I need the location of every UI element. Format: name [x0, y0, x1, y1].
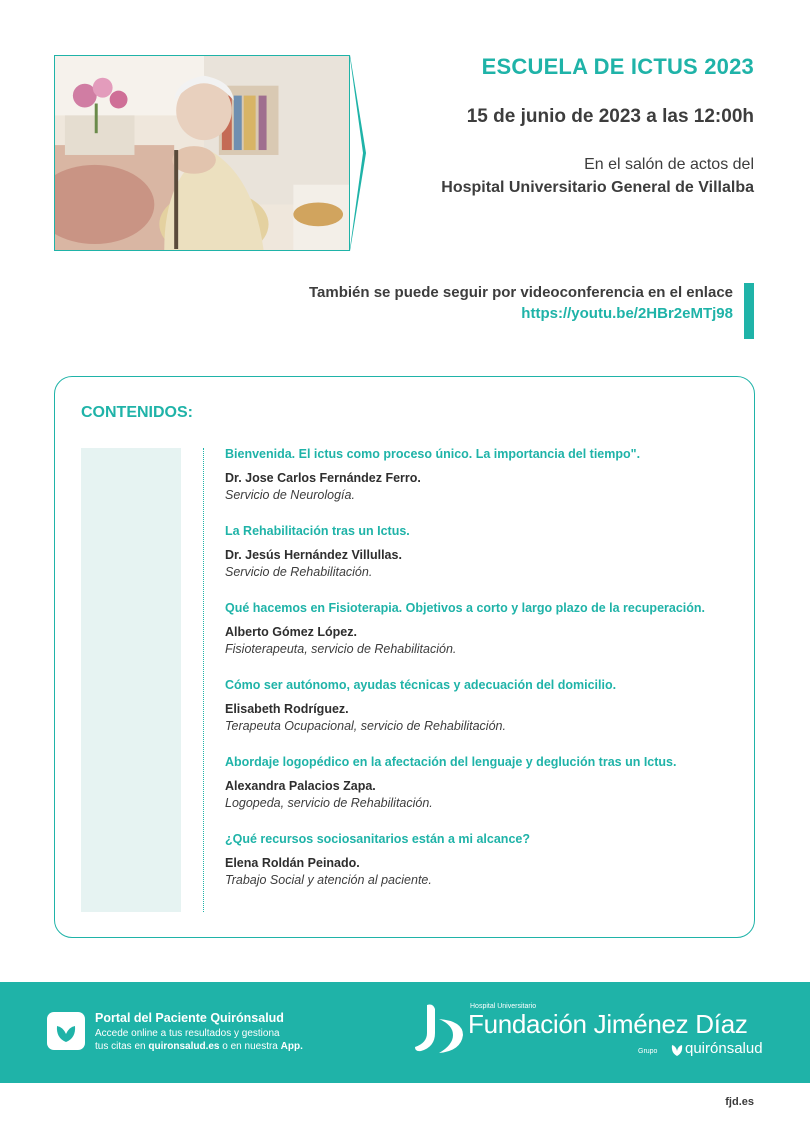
fjd-logo-icon	[413, 1003, 465, 1055]
quironsalud-logo-icon	[670, 1041, 684, 1057]
item-title: Qué hacemos en Fisioterapia. Objetivos a corto y largo plazo de la recuperación.	[225, 601, 706, 615]
list-item	[225, 600, 745, 658]
page-title: ESCUELA DE ICTUS 2023	[481, 54, 754, 79]
portal-desc-line1: Accede online a tus resultados y gestiona	[95, 1028, 280, 1039]
dotted-divider	[203, 448, 204, 912]
fjd-name-2: Jiménez Díaz	[593, 1009, 748, 1039]
item-role: Terapeuta Ocupacional, servicio de Rehabilitación.	[225, 719, 506, 733]
portal-desc-line3: o en nuestra	[219, 1041, 281, 1052]
side-panel	[81, 448, 181, 912]
contents-list	[225, 446, 745, 908]
list-item	[225, 831, 745, 889]
item-speaker: Dr. Jesús Hernández Villullas.	[225, 548, 402, 562]
event-date: 15 de junio de 2023 a las 12:00h	[466, 106, 754, 127]
list-item	[225, 446, 745, 504]
grupo-label: Grupo	[638, 1048, 658, 1055]
quironsalud-brand: quirónsalud	[685, 1040, 763, 1057]
item-title: La Rehabilitación tras un Ictus.	[225, 524, 410, 538]
accent-bar	[744, 283, 754, 339]
list-item	[225, 754, 745, 812]
item-role: Logopeda, servicio de Rehabilitación.	[225, 796, 433, 810]
youtube-link[interactable]: https://youtu.be/2HBr2eMTj98	[521, 305, 733, 322]
item-speaker: Elena Roldán Peinado.	[225, 856, 360, 870]
item-title: ¿Qué recursos sociosanitarios están a mi alcance?	[225, 832, 530, 846]
venue-line-1: En el salón de actos del	[584, 156, 754, 173]
video-conference-text: También se puede seguir por videoconferencia en el enlace	[308, 284, 733, 301]
item-title: Bienvenida. El ictus como proceso único. La importancia del tiempo".	[225, 447, 641, 461]
fjd-subtitle: Hospital Universitario	[470, 1003, 537, 1010]
portal-leaf-icon[interactable]	[47, 1012, 85, 1050]
item-role: Trabajo Social y atención al paciente.	[225, 873, 432, 887]
item-role: Fisioterapeuta, servicio de Rehabilitación.	[225, 642, 457, 656]
item-title: Abordaje logopédico en la afectación del lenguaje y deglución tras un Ictus.	[225, 755, 677, 769]
hero-photo	[54, 55, 350, 251]
list-item	[225, 677, 745, 735]
list-item	[225, 523, 745, 581]
item-speaker: Dr. Jose Carlos Fernández Ferro.	[225, 471, 421, 485]
portal-site-link[interactable]: quironsalud.es	[148, 1041, 220, 1052]
portal-description	[95, 1027, 310, 1053]
item-speaker: Elisabeth Rodríguez.	[225, 702, 349, 716]
portal-title[interactable]: Portal del Paciente Quirónsalud	[95, 1011, 284, 1025]
fjd-name	[468, 1009, 748, 1040]
site-url[interactable]: fjd.es	[725, 1096, 754, 1108]
portal-app-link[interactable]: App.	[280, 1041, 303, 1052]
venue-line-2: Hospital Universitario General de Villalba	[441, 179, 754, 196]
item-role: Servicio de Rehabilitación.	[225, 565, 373, 579]
photo-arrow-inner	[350, 58, 363, 248]
contents-heading: CONTENIDOS:	[81, 404, 193, 421]
item-speaker: Alexandra Palacios Zapa.	[225, 779, 376, 793]
item-role: Servicio de Neurología.	[225, 488, 355, 502]
item-title: Cómo ser autónomo, ayudas técnicas y adecuación del domicilio.	[225, 678, 617, 692]
item-speaker: Alberto Gómez López.	[225, 625, 357, 639]
fjd-name-1: Fundación	[468, 1009, 587, 1039]
portal-desc-line2: tus citas en	[95, 1041, 149, 1052]
